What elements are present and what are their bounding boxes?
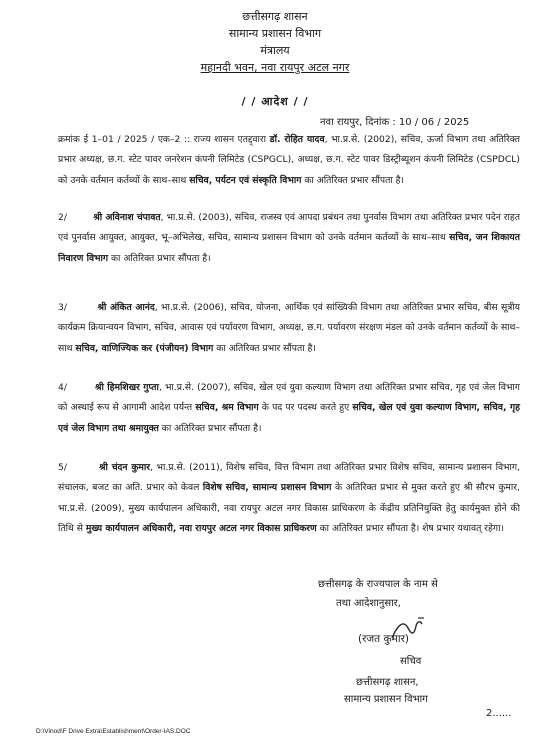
assigned-post: सचिव, श्रम विभाग <box>195 402 259 414</box>
paragraph-4: 4/ श्री हिमशिखर गुप्ता, भा.प्र.से. (2007), सचिव, खेल एवं युवा कल्याण विभाग तथा अतिरिक्त प्रभार सचिव, गृह एवं जेल विभाग को अस्थाई रूप से आगामी आदेश पर्यन्त सचिव, श्रम विभाग के पद पर पदस्थ करते हुए सचिव, खेल एवं युवा कल्याण विभाग, सचिव, गृह एवं जेल विभाग तथा श्रमायुक्त का अतिरिक्त प्रभार सौंपता है। <box>58 382 520 434</box>
assigned-post: सचिव, पर्यटन एवं संस्कृति विभाग <box>189 174 302 186</box>
file-path-footer: D:\Vinod\F Drive Extra\Establishment\Order-IAS.DOC <box>36 728 191 735</box>
signatory-name: (रजत कुमार) <box>358 633 409 645</box>
paragraph-number: 4/ <box>58 382 67 393</box>
signatory-designation: सचिव <box>400 656 422 667</box>
paragraph-number: 2/ <box>58 212 67 223</box>
officer-name: श्री अविनाश चंपावत <box>93 212 161 223</box>
officer-name: डॉ. रोहित यादव <box>269 134 325 145</box>
relieved-post: विशेष सचिव, सामान्य प्रशासन विभाग <box>202 482 332 494</box>
closing-line-2: तथा आदेशानुसार, <box>336 598 401 609</box>
header-dept: सामान्य प्रशासन विभाग <box>228 27 322 40</box>
paragraph-number: 3/ <box>58 302 67 313</box>
assigned-post: सचिव, वाणिज्यिक कर (पंजीयन) विभाग <box>75 342 214 354</box>
assigned-post: सचिव, जन शिकायत निवारण विभाग <box>58 232 520 264</box>
order-date: नवा रायपुर, दिनांक : 10 / 06 / 2025 <box>320 117 470 128</box>
next-page-marker: 2...... <box>486 708 512 719</box>
signatory-org-1: छत्तीसगढ़ शासन, <box>356 677 419 688</box>
paragraph-1: क्रमांक ई 1–01 / 2025 / एक–2 :: राज्य शासन एतद्द्वारा डॉ. रोहित यादव, भा.प्र.से. (2002), सचिव, ऊर्जा विभाग तथा अतिरिक्त प्रभार अध्यक्ष, छ.ग. स्टेट पावर जनरेशन कंपनी लिमिटेड (CSPGCL), अध्यक्ष, छ.ग. स्टेट पावर डिस्ट्रीब्यूशन कंपनी लिमिटेड (CSPDCL) को उनके वर्तमान कर्तव्यों के साथ–साथ सचिव, पर्यटन एवं संस्कृति विभाग का अतिरिक्त प्रभार सौंपता है। <box>58 134 521 186</box>
header-govt: छत्तीसगढ़ शासन <box>242 10 308 23</box>
officer-name: श्री हिमशिखर गुप्ता <box>94 382 159 393</box>
order-reference: क्रमांक ई 1–01 / 2025 / एक–2 <box>58 134 181 145</box>
order-title: / / आदेश / / <box>241 95 309 108</box>
signatory-org-2: सामान्य प्रशासन विभाग <box>344 694 428 705</box>
paragraph-2: 2/ श्री अविनाश चंपावत, भा.प्र.से. (2003), सचिव, राजस्व एवं आपदा प्रबंधन तथा पुनर्वास विभाग तथा अतिरिक्त प्रभार पदेन राहत एवं पुनर्वास आयुक्त, आयुक्त, भू–अभिलेख, सचिव, सामान्य प्रशासन विभाग को उनके वर्तमान कर्तव्यों के साथ–साथ सचिव, जन शिकायत निवारण विभाग का अतिरिक्त प्रभार सौंपता है। <box>58 212 520 264</box>
officer-name: श्री चंदन कुमार <box>99 462 151 473</box>
paragraph-5: 5/ श्री चंदन कुमार, भा.प्र.से. (2011), विशेष सचिव, वित्त विभाग तथा अतिरिक्त प्रभार विशेष सचिव, सामान्य प्रशासन विभाग, संचालक, बजट का अति. प्रभार को केवल विशेष सचिव, सामान्य प्रशासन विभाग के अतिरिक्त प्रभार से मुक्त करते हुए श्री सौरभ कुमार, भा.प्र.से. (2009), मुख्य कार्यपालन अधिकारी, नवा रायपुर अटल नगर विकास प्राधिकरण के केंद्रीय प्रतिनियुक्ति हेतु कार्यमुक्त होने की तिथि से मुख्य कार्यपालन अधिकारी, नवा रायपुर अटल नगर विकास प्राधिकरण का अतिरिक्त प्रभार सौंपता है। शेष प्रभार यथावत् रहेगा। <box>58 462 520 534</box>
header-ministry: मंत्रालय <box>260 44 290 57</box>
header-address: महानदी भवन, नवा रायपुर अटल नगर <box>200 61 350 74</box>
officer-name: श्री अंकित आनंद <box>97 302 155 313</box>
additional-charge: मुख्य कार्यपालन अधिकारी, नवा रायपुर अटल नगर विकास प्राधिकरण <box>85 522 317 534</box>
paragraph-3: 3/ श्री अंकित आनंद, भा.प्र.से. (2006), सचिव, योजना, आर्थिक एवं सांख्यिकी विभाग तथा अतिरिक्त प्रभार सचिव, बीस सूत्रीय कार्यक्रम क्रियान्वयन विभाग, सचिव, आवास एवं पर्यावरण विभाग, अध्यक्ष, छ.ग. पर्यावरण संरक्षण मंडल को उनके वर्तमान कर्तव्यों के साथ–साथ सचिव, वाणिज्यिक कर (पंजीयन) विभाग का अतिरिक्त प्रभार सौंपता है। <box>58 302 520 354</box>
paragraph-number: 5/ <box>58 462 67 473</box>
closing-line-1: छत्तीसगढ़ के राज्यपाल के नाम से <box>318 579 438 590</box>
additional-charge: सचिव, खेल एवं युवा कल्याण विभाग, सचिव, गृह एवं जेल विभाग तथा श्रमायुक्त <box>58 402 520 434</box>
